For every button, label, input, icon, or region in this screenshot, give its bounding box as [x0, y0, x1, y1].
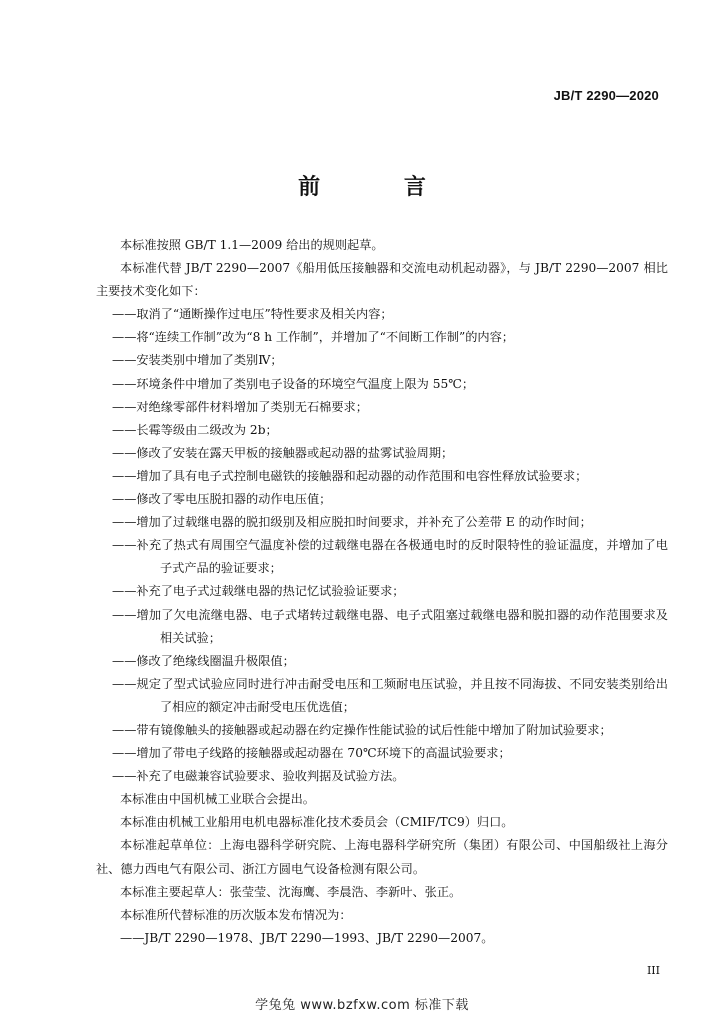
closing-paragraph: 本标准所代替标准的历次版本发布情况为： — [120, 907, 352, 922]
closing-paragraph: 本标准由机械工业船用电机电器标准化技术委员会（CMIF/TC9）归口。 — [120, 815, 514, 830]
change-item: ——增加了带电子线路的接触器或起动器在 70℃环境下的高温试验要求； — [112, 746, 511, 761]
change-item: ——补充了电磁兼容试验要求、验收判据及试验方法。 — [112, 769, 405, 784]
change-item: ——增加了过载继电器的脱扣级别及相应脱扣时间要求，并补充了公差带 E 的动作时间； — [112, 515, 592, 530]
intro-paragraph: 本标准代替 JB/T 2290—2007《船用低压接触器和交流电动机起动器》，与 JB/T 2290—2007 相比主要技术变化如下： — [96, 261, 668, 299]
change-item: ——规定了型式试验应同时进行冲击耐受电压和工频耐电压试验，并且按不同海拔、不同安装类别给出了相应的额定冲击耐受电压优选值； — [112, 676, 668, 714]
change-item: ——增加了具有电子式控制电磁铁的接触器和起动器的动作范围和电容性释放试验要求； — [112, 468, 588, 483]
change-item: ——修改了零电压脱扣器的动作电压值； — [112, 492, 332, 507]
change-item: ——修改了安装在露天甲板的接触器或起动器的盐雾试验周期； — [112, 445, 454, 460]
change-item: ——取消了“通断操作过电压”特性要求及相关内容； — [112, 307, 393, 322]
version-history: ——JB/T 2290—1978、JB/T 2290—1993、JB/T 2290—2007。 — [120, 930, 494, 945]
change-item: ——对绝缘零部件材料增加了类别无石棉要求； — [112, 399, 368, 414]
change-item: ——长霉等级由二级改为 2b； — [112, 422, 278, 437]
watermark-text: 学兔兔 www.bzfxw.com 标准下载 — [255, 998, 469, 1013]
change-item: ——补充了热式有周围空气温度补偿的过载继电器在各极通电时的反时限特性的验证温度，并增加了电子式产品的验证要求； — [112, 538, 668, 576]
page-number: III — [646, 964, 660, 977]
closing-paragraph: 本标准起草单位：上海电器科学研究院、上海电器科学研究所（集团）有限公司、中国船级社上海分社、德力西电气有限公司、浙江方圆电气设备检测有限公司。 — [96, 838, 668, 876]
closing-paragraph: 本标准主要起草人：张莹莹、沈海鹰、李晨浩、李新叶、张正。 — [120, 884, 462, 899]
change-item: ——带有镜像触头的接触器或起动器在约定操作性能试验的试后性能中增加了附加试验要求； — [112, 722, 612, 737]
intro-paragraph: 本标准按照 GB/T 1.1—2009 给出的规则起草。 — [120, 238, 384, 252]
change-item: ——环境条件中增加了类别电子设备的环境空气温度上限为 55℃； — [112, 376, 475, 391]
change-item: ——将“连续工作制”改为“8 h 工作制”，并增加了“不间断工作制”的内容； — [112, 330, 514, 345]
closing-paragraph: 本标准由中国机械工业联合会提出。 — [120, 792, 315, 807]
change-item: ——安装类别中增加了类别Ⅳ； — [112, 353, 283, 368]
change-item: ——补充了电子式过载继电器的热记忆试验验证要求； — [112, 584, 405, 599]
standard-number: JB/T 2290—2020 — [553, 88, 659, 103]
page-title: 前 言 — [298, 175, 464, 200]
change-item: ——增加了欠电流继电器、电子式堵转过载继电器、电子式阻塞过载继电器和脱扣器的动作范围要求及相关试验； — [112, 607, 668, 645]
foreword-body — [96, 234, 668, 950]
change-item: ——修改了绝缘线圈温升极限值； — [112, 653, 295, 668]
